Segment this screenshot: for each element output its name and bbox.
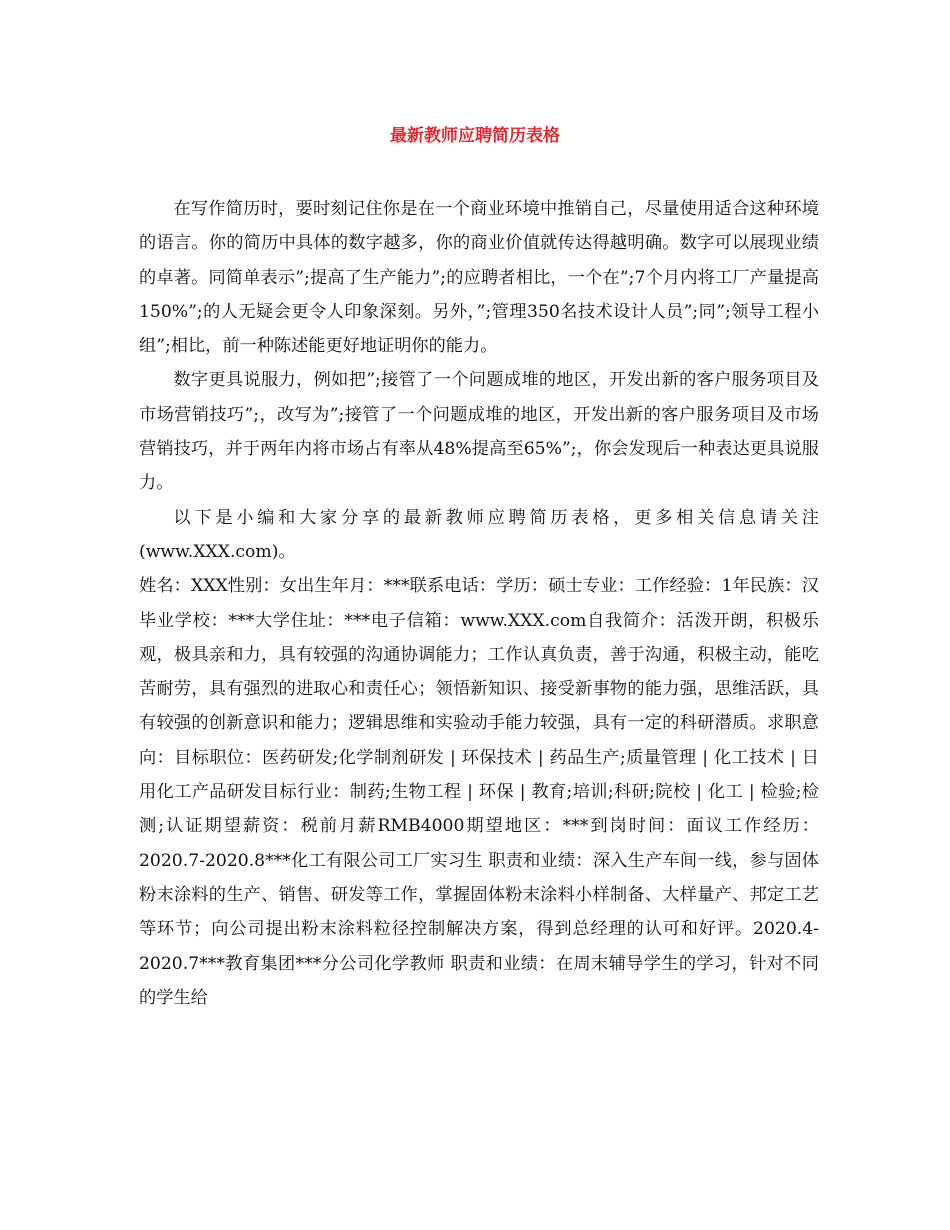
document-body <box>139 192 819 1015</box>
paragraph-intro: 在写作简历时，要时刻记住你是在一个商业环境中推销自己，尽量使用适合这种环境的语言。你的简历中具体的数字越多，你的商业价值就传达得越明确。数字可以展现业绩的卓著。同简单表示”;提高了生产能力”;的应聘者相比，一个在”;7个月内将工厂产量提高150%”;的人无疑会更令人印象深刻。另外，”;管理350名技术设计人员”;同”;领导工程小组”;相比，前一种陈述能更好地证明你的能力。 <box>139 199 819 357</box>
document-title: 最新教师应聘简历表格 <box>390 126 560 146</box>
resume-content: 姓名：XXX性别：女出生年月：***联系电话：学历：硕士专业：工作经验：1年民族：汉毕业学校：***大学住址：***电子信箱：www.XXX.com自我简介：活泼开朗，积极乐观，极具亲和力，具有较强的沟通协调能力；工作认真负责，善于沟通，积极主动，能吃苦耐劳，具有强烈的进取心和责任心；领悟新知识、接受新事物的能力强，思维活跃，具有较强的创新意识和能力；逻辑思维和实验动手能力较强，具有一定的科研潜质。求职意向：目标职位：医药研发;化学制剂研发 | 环保技术 | 药品生产;质量管理 | 化工技术 | 日用化工产品研发目标行业：制药;生物工程 | 环保 | 教育;培训;科研;院校 | 化工 | 检验;检测;认证期望薪资：税前月薪RMB4000期望地区：***到岗时间：面议工作经历：2020.7-2020.8***化工有限公司工厂实习生 职责和业绩：深入生产车间一线，参与固体粉末涂料的生产、销售、研发等工作，掌握固体粉末涂料小样制备、大样量产、邦定工艺等环节；向公司提出粉末涂料粒径控制解决方案，得到总经理的认可和好评。2020.4-2020.7***教育集团***分公司化学教师 职责和业绩：在周末辅导学生的学习，针对不同的学生给 <box>139 576 819 1008</box>
paragraph-share: 以下是小编和大家分享的最新教师应聘简历表格，更多相关信息请关注(www.XXX.com)。 <box>139 507 819 562</box>
paragraph-numbers: 数字更具说服力，例如把”;接管了一个问题成堆的地区，开发出新的客户服务项目及市场营销技巧”;，改写为”;接管了一个问题成堆的地区，开发出新的客户服务项目及市场营销技巧，并于两年内将市场占有率从48%提高至65%”;，你会发现后一种表达更具说服力。 <box>139 370 820 494</box>
